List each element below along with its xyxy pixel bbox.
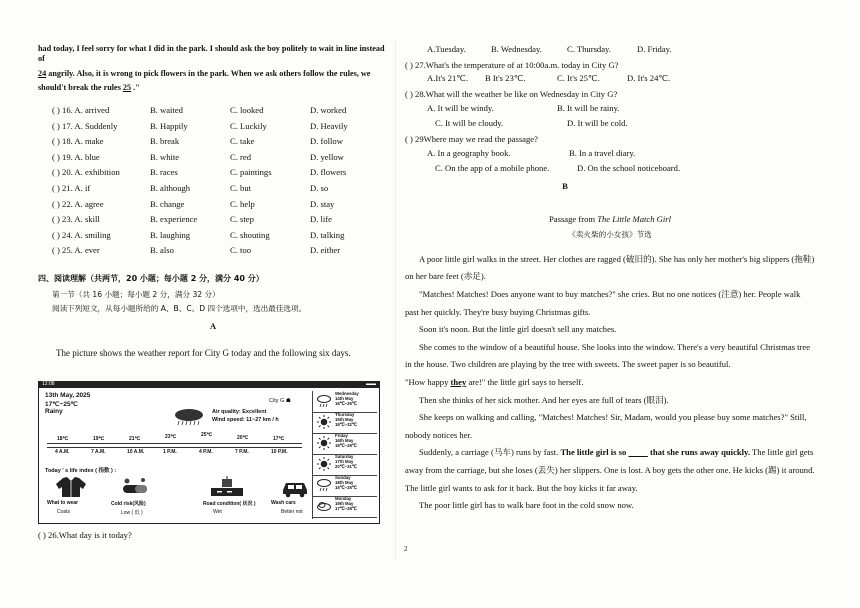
hourly-time: 7 A.M.: [91, 449, 106, 455]
paragraph-keeps-walking: She keeps on walking and calling, "Matches! Matches! Sir, Madam, would you please buy some matches?" Still, nobody notices her.: [405, 412, 807, 440]
question-number-option-a: ( ) 22. A. agree: [52, 198, 104, 209]
weather-intro: The picture shows the weather report for City G today and the following six days.: [56, 347, 351, 358]
question-26: ( ) 26.What day is it today?: [38, 530, 132, 540]
option-d: D. talking: [310, 229, 345, 240]
option-c: C. Luckily: [230, 120, 267, 131]
today-condition: Rainy: [45, 408, 63, 415]
right-column: [405, 44, 815, 515]
daily-text2: 19th May: [335, 500, 354, 506]
option-b: B. laughing: [150, 229, 191, 240]
left-column: [38, 44, 388, 359]
daily-text1: Friday: [335, 433, 348, 438]
daily-text2: 15th May: [335, 416, 354, 422]
cloze-intro-line3: [38, 83, 388, 93]
paragraph-4: She comes to the window of a beautiful house. She looks into the window. There's a very beautiful Christmas tree in the house. Two children are playing by the tree with sweets. The sweet paper is so beautiful.: [405, 341, 811, 370]
passage-a-label: A: [209, 320, 217, 331]
battery-icon: ▬▬: [366, 381, 376, 387]
air-quality: Air quality: Excellent: [212, 409, 267, 415]
q28-option-a: A. It will be windy.: [427, 102, 494, 113]
option-b: B. also: [150, 245, 174, 256]
question-number-option-a: ( ) 19. A. blue: [52, 151, 100, 162]
question-number-option-a: ( ) 24. A. smiling: [52, 229, 111, 240]
option-d: D. yellow: [310, 151, 344, 162]
q29-option-a: A. In a geography book.: [427, 147, 511, 158]
hourly-timeline: [47, 443, 302, 448]
daily-forecast-item: [313, 496, 377, 518]
section-title: 四、阅读理解（共两节，20 小题；每小题 2 分，满分 40 分）: [38, 273, 264, 283]
road-icon: [209, 476, 245, 498]
question-number-option-a: ( ) 21. A. if: [52, 182, 91, 193]
rain-cloud-icon: [316, 394, 332, 408]
daily-text3: 17℃~28℃: [335, 505, 357, 511]
q27-option-b: B It's 23℃.: [485, 73, 526, 84]
hourly-temp: 25℃: [201, 432, 213, 438]
carriage-pre: Suddenly, a carriage (马车) runs by fast.: [419, 447, 561, 458]
daily-text1: Wednesday: [335, 391, 359, 396]
hourly-time: 4 A.M.: [55, 449, 70, 455]
life-index-title: Today ' s life index ( 指数 ) :: [45, 468, 117, 474]
option-b: B. Happily: [150, 120, 188, 131]
sun-icon: [316, 457, 332, 471]
q29-option-b: B. In a travel diary.: [569, 147, 636, 158]
daily-text1: Monday: [335, 496, 352, 501]
option-b: B. change: [150, 198, 185, 209]
life-index-value: Coats: [57, 509, 71, 515]
option-c: C. looked: [230, 105, 264, 115]
daily-text2: 16th May: [335, 437, 354, 443]
page-number: 2: [404, 545, 408, 553]
daily-forecast-item: [313, 433, 377, 455]
q27-option-a: A.It's 21℃.: [427, 73, 469, 84]
question-number-option-a: ( ) 20. A. exhibition: [52, 167, 120, 178]
life-index-name: What to wear: [47, 500, 79, 506]
option-d: D. so: [310, 182, 329, 193]
cloze-intro-line3-end: .": [131, 82, 140, 92]
q27-options: [427, 73, 815, 89]
q28-option-c: C. It will be cloudy.: [435, 118, 504, 129]
blank-24: 24: [38, 68, 47, 78]
part1-instruction: 阅读下列短文，从每小题所给的 A、B、C、D 四个选项中，选出最佳选项。: [52, 304, 307, 314]
cloze-question-row: [38, 152, 388, 168]
option-c: C. take: [230, 136, 255, 147]
carriage-bold-2: that she runs away quickly.: [647, 447, 751, 458]
cloze-question-row: [38, 105, 388, 121]
passage-body: [405, 251, 815, 515]
option-c: C. too: [230, 245, 252, 256]
life-index-value: Better not: [281, 509, 303, 515]
option-d: D. follow: [310, 136, 343, 147]
underlined-they: they: [450, 376, 467, 387]
option-d: D. life: [310, 214, 332, 225]
cloze-question-row: [38, 121, 388, 137]
paragraph-carriage: [405, 444, 815, 497]
hourly-temp: 21℃: [129, 436, 141, 442]
life-index-value: Low ( 低 ): [121, 510, 143, 516]
hourly-temp: 23℃: [165, 434, 177, 440]
q26-option-b: B. Wednesday.: [491, 44, 542, 54]
hourly-temp: 17℃: [273, 436, 285, 442]
cloze-question-row: [38, 167, 388, 183]
cloud-icon: [316, 499, 332, 513]
city-label: City G: [269, 398, 285, 404]
passage-title-prefix: Passage from: [549, 213, 598, 224]
city-name: [269, 398, 291, 404]
q26-option-c: C. Thursday.: [567, 44, 611, 54]
daily-forecast-item: [313, 454, 377, 476]
daily-text2: 18th May: [335, 479, 354, 485]
daily-text3: 15℃~25℃: [335, 484, 357, 490]
life-index-name: Road condition( 状况 ): [203, 501, 256, 507]
option-d: D. flowers: [310, 167, 347, 178]
daily-text2: 14th May: [335, 395, 354, 401]
hourly-temp: 20℃: [237, 435, 249, 441]
daily-forecast-text: [335, 497, 357, 512]
carriage-post: The little girl gets away from the carriage, but she loses (丢失) her slippers. One is lost. A boy gets the other one. He kicks (踢) it around. The little girl wants to ask for it back. But the boy kicks it far away.: [405, 447, 815, 493]
how-happy-post: are!" the little girl says to herself.: [466, 376, 584, 387]
paragraph-2: "Matches! Matches! Does anyone want to buy matches?" she cries. But no one notices (注意) her. People walk past her quickly. They're busy buying Christmas gifts.: [405, 288, 801, 317]
option-b: B. races: [150, 167, 178, 178]
cloze-question-row: [38, 230, 388, 246]
blank-25: 25: [122, 82, 132, 92]
daily-forecast-text: [335, 413, 357, 428]
hourly-temp: 18℃: [57, 436, 69, 442]
daily-forecast-list: [312, 391, 377, 519]
q29-options-row2: [427, 163, 815, 179]
question-number-option-a: ( ) 25. A. ever: [52, 245, 100, 256]
paragraph-how-happy: [405, 374, 815, 392]
option-d: D. Heavily: [310, 120, 348, 131]
daily-text3: 16℃~25℃: [335, 400, 357, 406]
cloze-options-list: [38, 105, 388, 261]
q28-options-row1: [427, 103, 815, 119]
question-number-option-a: ( ) 18. A. make: [52, 136, 104, 147]
today-date: 13th May, 2025: [45, 392, 91, 399]
option-b: B. white: [150, 151, 180, 162]
car-icon: [277, 476, 313, 498]
daily-text3: 18℃~28℃: [335, 442, 357, 448]
status-time: 12:08: [42, 381, 55, 387]
hourly-time: 1 P.M.: [163, 449, 177, 455]
blank-question: [628, 447, 647, 457]
question-number-option-a: ( ) 17. A. Suddenly: [52, 120, 118, 131]
q29-option-d: D. On the school noticeboard.: [577, 163, 681, 174]
question-number-option-a: ( ) 16. A. arrived: [52, 105, 110, 115]
option-c: C. but: [230, 182, 252, 193]
passage-title-book: The Little Match Girl: [597, 213, 671, 224]
question-29: ( ) 29Where may we read the passage?: [405, 133, 538, 144]
cloze-question-row: [38, 214, 388, 230]
paragraph-last: The poor little girl has to walk bare foot in the cold snow now.: [419, 500, 634, 511]
daily-forecast-item: [313, 412, 377, 434]
daily-forecast-item: [313, 475, 377, 497]
cloze-question-row: [38, 136, 388, 152]
daily-text1: Sunday: [335, 475, 351, 480]
option-d: D. worked: [310, 105, 347, 115]
q29-option-c: C. On the app of a mobile phone.: [435, 163, 550, 174]
q28-option-d: D. It will be cold.: [567, 118, 628, 129]
option-b: B. experience: [150, 214, 198, 225]
option-b: B. waited: [150, 105, 183, 115]
wind-speed: Wind speed: 11~27 km / h: [212, 417, 279, 423]
hourly-time: 10 P.M.: [271, 449, 288, 455]
daily-text2: 17th May: [335, 458, 354, 464]
q29-options-row1: [427, 148, 815, 164]
coat-icon: [53, 476, 89, 498]
rain-cloud-icon: [169, 408, 209, 426]
hourly-time: 7 P.M.: [235, 449, 249, 455]
option-c: C. shouting: [230, 229, 270, 240]
sun-icon: [316, 436, 332, 450]
medicine-icon: [117, 476, 153, 498]
q26-option-d: D. Friday.: [637, 44, 672, 54]
cloze-intro-line2-text: angrily. Also, it is wrong to pick flowers in the park. When we ask others follow the rules, we: [46, 68, 371, 78]
cloze-intro-line3-text: should't break the rules: [38, 82, 121, 92]
daily-forecast-text: [335, 476, 357, 491]
daily-forecast-text: [335, 434, 357, 449]
daily-text1: Thursday: [335, 412, 355, 417]
q27-option-d: D. It's 24℃.: [627, 73, 671, 84]
question-28: ( ) 28.What will the weather be like on Wednesday in City G?: [405, 88, 618, 99]
q28-option-b: B. It will be rainy.: [557, 102, 620, 113]
daily-forecast-item: [313, 391, 377, 413]
option-d: D. either: [310, 245, 341, 256]
paragraph-eyes: Then she thinks of her sick mother. And her eyes are full of tears (眼泪).: [419, 394, 669, 405]
life-index-value: Wet: [213, 509, 222, 515]
q26-options: [427, 44, 815, 60]
cloze-question-row: [38, 199, 388, 215]
passage-title-chinese: 《卖火柴的小女孩》节选: [568, 230, 652, 240]
daily-text3: 20℃~31℃: [335, 463, 357, 469]
option-c: C. paintings: [230, 167, 272, 178]
weather-report-card: [38, 381, 380, 524]
daily-text1: Saturday: [335, 454, 354, 459]
daily-forecast-text: [335, 455, 357, 470]
status-bar: [39, 382, 379, 388]
location-icon: ☗: [285, 398, 291, 404]
hourly-time: 4 P.M.: [199, 449, 213, 455]
option-c: C. red: [230, 151, 252, 162]
q28-options-row2: [427, 118, 815, 134]
life-index-name: Cold risk(风险): [111, 501, 146, 507]
cloze-intro-line1: had today, I feel sorry for what I did in the park. I should ask the boy politely to wait in line instead of: [38, 44, 385, 64]
paragraph-3: Soon it's noon. But the little girl doesn't sell any matches.: [419, 324, 617, 335]
question-27: ( ) 27.What's the temperature of at 10:00a.m. today in City G?: [405, 59, 619, 70]
sun-icon: [316, 415, 332, 429]
daily-text3: 18℃~32℃: [335, 421, 357, 427]
hourly-time: 10 A.M.: [127, 449, 145, 455]
column-divider: [395, 40, 396, 560]
cloze-intro-line2: [38, 69, 388, 79]
cloze-question-row: [38, 183, 388, 199]
daily-forecast-text: [335, 392, 359, 407]
passage-title: [405, 214, 815, 225]
option-c: C. help: [230, 198, 255, 209]
life-index-name: Wash cars: [271, 500, 296, 506]
passage-b-label: B: [562, 180, 568, 191]
option-b: B. break: [150, 136, 180, 147]
hourly-temp: 19℃: [93, 436, 105, 442]
today-temp-range: 17℃~25℃: [45, 401, 78, 408]
paragraph-1: A poor little girl walks in the street. Her clothes are ragged (破旧的). She has only her mother's big slippers (拖鞋) on her bare feet (赤足).: [405, 253, 815, 282]
option-b: B. although: [150, 182, 191, 193]
question-number-option-a: ( ) 23. A. skill: [52, 214, 100, 225]
option-d: D. stay: [310, 198, 335, 209]
q27-option-c: C. It's 25℃.: [557, 73, 600, 84]
rain-cloud-icon: [316, 478, 332, 492]
carriage-bold-1: The little girl is so: [560, 447, 627, 458]
cloze-question-row: [38, 245, 388, 261]
q26-option-a: A.Tuesday.: [427, 44, 466, 54]
how-happy-pre: "How happy: [405, 376, 451, 387]
part1-title: 第一节（共 16 小题；每小题 2 分，满分 32 分）: [52, 289, 220, 299]
option-c: C. step: [230, 214, 254, 225]
